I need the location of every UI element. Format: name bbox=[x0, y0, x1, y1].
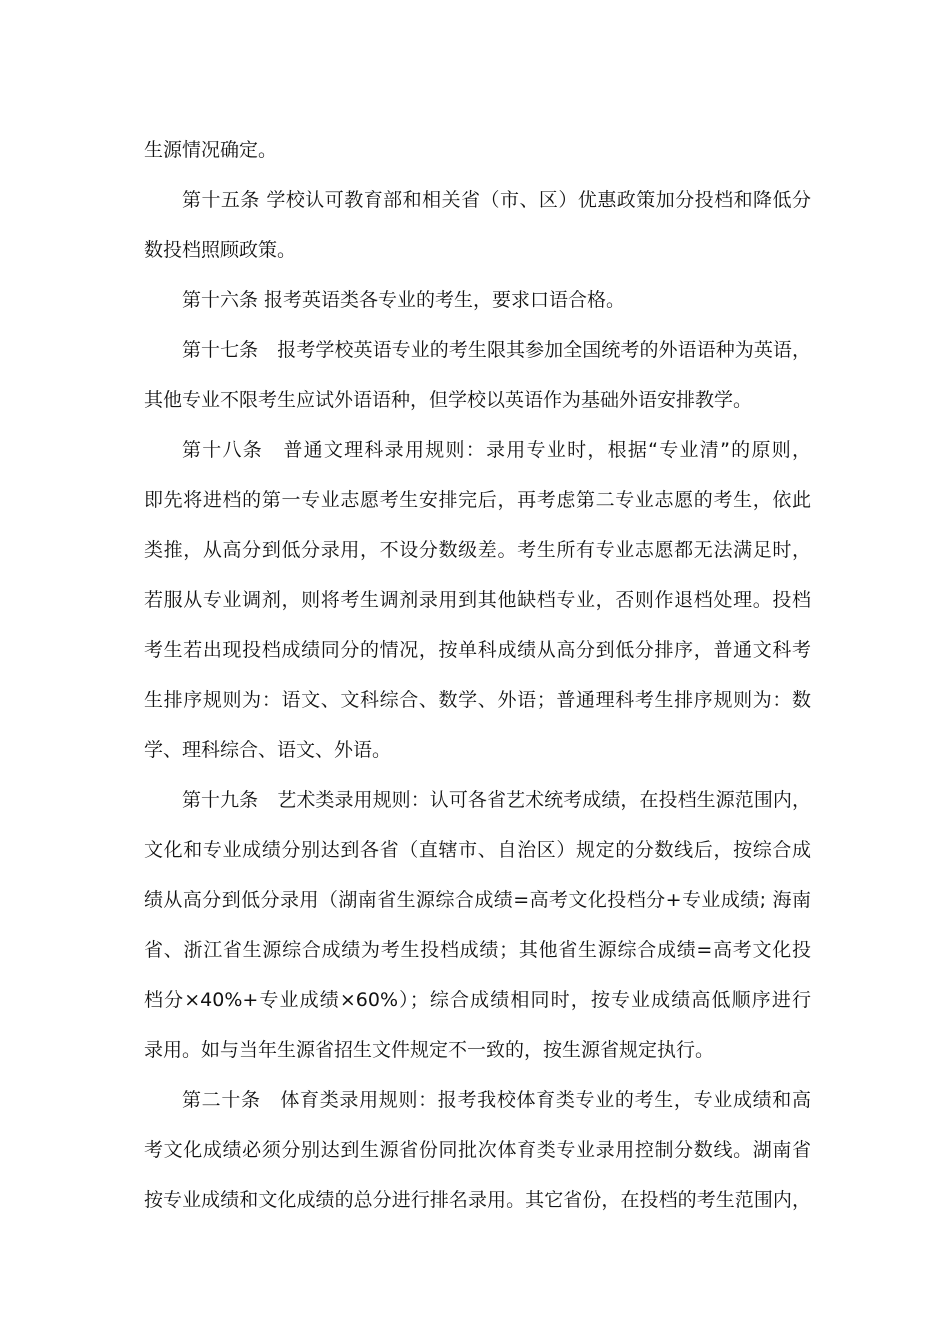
text-line: 生源情况确定。 bbox=[144, 139, 278, 161]
text-line: 生排序规则为：语文、文科综合、数学、外语；普通理科考生排序规则为：数 bbox=[144, 689, 811, 711]
text-line: 档分×40%+专业成绩×60%）；综合成绩相同时，按专业成绩高低顺序进行 bbox=[144, 989, 811, 1011]
text-line: 录用。如与当年生源省招生文件规定不一致的，按生源省规定执行。 bbox=[144, 1039, 715, 1061]
text-line: 考生若出现投档成绩同分的情况，按单科成绩从高分到低分排序，普通文科考 bbox=[144, 639, 811, 661]
article-19-line-1: 第十九条 艺术类录用规则：认可各省艺术统考成绩，在投档生源范围内， bbox=[182, 789, 811, 811]
text-line: 学、理科综合、语文、外语。 bbox=[144, 739, 392, 761]
text-line: 按专业成绩和文化成绩的总分进行排名录用。其它省份，在投档的考生范围内， bbox=[144, 1189, 811, 1211]
text-line: 数投档照顾政策。 bbox=[144, 239, 297, 261]
article-20-line-1: 第二十条 体育类录用规则：报考我校体育类专业的考生，专业成绩和高 bbox=[182, 1089, 811, 1111]
article-16-line-1: 第十六条 报考英语类各专业的考生，要求口语合格。 bbox=[182, 289, 626, 311]
article-17-line-1: 第十七条 报考学校英语专业的考生限其参加全国统考的外语语种为英语， bbox=[182, 339, 811, 361]
text-line: 其他专业不限考生应试外语语种，但学校以英语作为基础外语安排教学。 bbox=[144, 389, 753, 411]
text-line: 即先将进档的第一专业志愿考生安排完后，再考虑第二专业志愿的考生，依此 bbox=[144, 489, 811, 511]
text-line: 类推，从高分到低分录用，不设分数级差。考生所有专业志愿都无法满足时， bbox=[144, 539, 811, 561]
text-line: 考文化成绩必须分别达到生源省份同批次体育类专业录用控制分数线。湖南省 bbox=[144, 1139, 811, 1161]
text-line: 若服从专业调剂，则将考生调剂录用到其他缺档专业，否则作退档处理。投档 bbox=[144, 589, 811, 611]
article-18-line-1: 第十八条 普通文理科录用规则：录用专业时，根据“专业清”的原则， bbox=[182, 439, 811, 461]
text-line: 省、浙江省生源综合成绩为考生投档成绩；其他省生源综合成绩=高考文化投 bbox=[144, 939, 811, 961]
article-15-line-1: 第十五条 学校认可教育部和相关省（市、区）优惠政策加分投档和降低分 bbox=[182, 189, 811, 211]
text-line: 绩从高分到低分录用（湖南省生源综合成绩=高考文化投档分+专业成绩; 海南 bbox=[144, 889, 811, 911]
text-line: 文化和专业成绩分别达到各省（直辖市、自治区）规定的分数线后，按综合成 bbox=[144, 839, 811, 861]
